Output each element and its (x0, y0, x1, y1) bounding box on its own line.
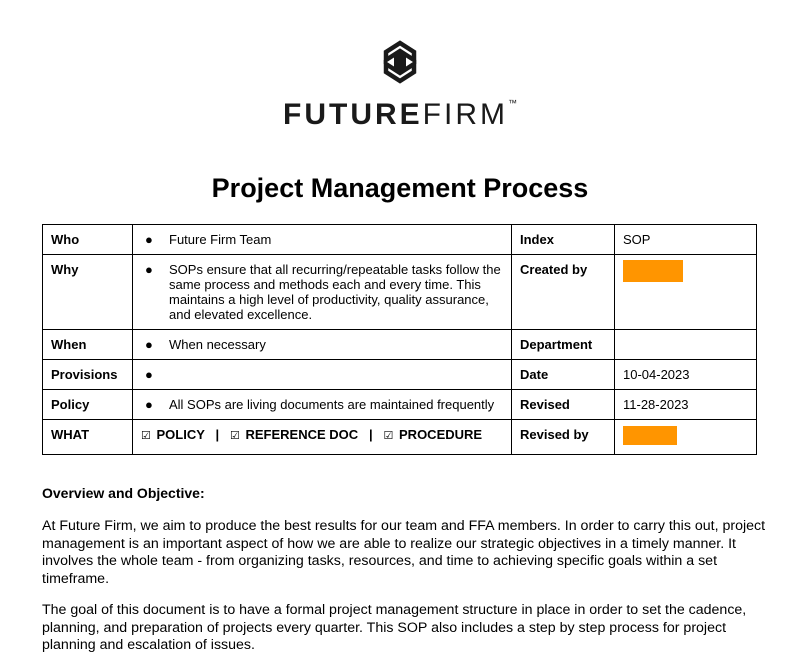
row-content (133, 255, 512, 330)
table-row-policy (43, 390, 757, 420)
row-content (133, 360, 512, 390)
redacted-name (623, 426, 677, 445)
table-row-when (43, 330, 757, 360)
meta-value (615, 330, 757, 360)
meta-label: Department (512, 330, 615, 360)
bullet: ● (145, 397, 153, 412)
row-label: Why (43, 255, 133, 330)
bullet: ● (145, 232, 153, 247)
row-content (133, 330, 512, 360)
row-content (133, 225, 512, 255)
meta-label: Revised by (512, 420, 615, 455)
row-text: Future Firm Team (169, 232, 272, 247)
meta-label: Created by (512, 255, 615, 330)
row-label: When (43, 330, 133, 360)
table-row-provisions (43, 360, 757, 390)
row-label: Policy (43, 390, 133, 420)
redacted-name (623, 260, 683, 282)
meta-label: Revised (512, 390, 615, 420)
meta-value (615, 420, 757, 455)
row-text: All SOPs are living documents are maintained frequently (169, 397, 495, 412)
option-label: REFERENCE DOC (245, 427, 359, 442)
table-row-why (43, 255, 757, 330)
overview-paragraph: The goal of this document is to have a formal project management structure in place in order to set the cadence, planning, and preparation of projects every quarter. This SOP also includes a step by step process for project planning and escalation of issues. (42, 602, 747, 653)
overview-heading: Overview and Objective: (42, 485, 205, 501)
separator: | (215, 427, 220, 442)
row-text: When necessary (169, 337, 266, 352)
row-content (133, 390, 512, 420)
bullet: ● (145, 367, 153, 382)
bullet: ● (145, 262, 153, 277)
meta-value: 10-04-2023 (615, 360, 757, 390)
checkbox-checked-icon: ☑ (230, 430, 240, 442)
checkbox-checked-icon: ☑ (383, 430, 394, 442)
sop-info-table (42, 224, 757, 455)
table-row-what (43, 420, 757, 455)
meta-value: 11-28-2023 (615, 390, 757, 420)
meta-label: Index (512, 225, 615, 255)
meta-label: Date (512, 360, 615, 390)
future-firm-logo (0, 40, 800, 84)
trademark-symbol: ™ (507, 98, 517, 108)
row-text: SOPs ensure that all recurring/repeatable tasks follow the same process and methods each and every time. This maintains a high level of productivity, quality assurance, and elevated excellence. (169, 262, 501, 322)
document-title: Project Management Process (211, 173, 589, 203)
brand-wordmark (0, 98, 800, 132)
option-label: PROCEDURE (399, 427, 483, 442)
option-policy[interactable] (141, 427, 205, 442)
option-reference-doc[interactable] (230, 427, 358, 442)
brand-name-light: FIRM (422, 98, 508, 131)
option-label: POLICY (156, 427, 205, 442)
table-row-who (43, 225, 757, 255)
brand-name-bold: FUTURE (283, 98, 423, 131)
option-procedure[interactable] (384, 427, 483, 442)
overview-paragraph: At Future Firm, we aim to produce the best results for our team and FFA members. In order to carry this out, project management is an important aspect of how we are able to realize our strategic objectives in a timely manner. It involves the whole team - from organizing tasks, resources, and time to achieving specific goals within a set timeframe. (42, 518, 766, 587)
row-label: Who (43, 225, 133, 255)
logo-mark-icon (381, 40, 419, 84)
row-label: WHAT (43, 420, 133, 455)
meta-value (615, 255, 757, 330)
bullet: ● (145, 337, 153, 352)
document-type-options (133, 420, 512, 455)
separator: | (369, 427, 373, 442)
checkbox-checked-icon: ☑ (141, 430, 151, 442)
row-label: Provisions (43, 360, 133, 390)
meta-value: SOP (615, 225, 757, 255)
